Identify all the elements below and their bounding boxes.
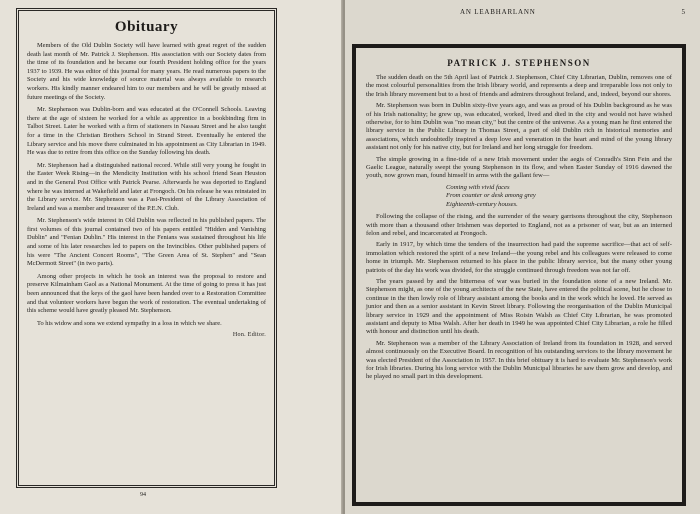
left-page-number: 94 bbox=[140, 492, 146, 498]
obituary-frame bbox=[16, 8, 277, 488]
tribute-paragraph: Mr. Stephenson was a member of the Library Association of Ireland from its foundation in 1928, and served almost continuously on the Executive Board. In recognition of his outstanding services to the library movement he was elected President of the Association in 1957. In this brief obituary it is hard to evaluate Mr. Stephenson's work for Irish libraries. During his long service with the Dublin Municipal libraries he saw them grow and develop, and he played no small part in this development. bbox=[366, 339, 672, 381]
tribute-paragraph: The years passed by and the bitterness of war was buried in the foundation stone of a new Ireland. Mr. Stephenson might, as one of the young architects of the new State, have entered the political scene, but he chose to continue in the then lowly role of library assistant among the books and in the work which he loved. He served as junior and then as a senior assistant in Kevin Street library. Following the reorganisation of the Dublin Municipal library service in 1929 and the appointment of Miss Roisin Walsh as Chief City Librarian, he was promoted assistant and deputy to Miss Walsh. After her death in 1949 he was appointed Chief City Librarian, a role he filled with honour and distinction until his death. bbox=[366, 277, 672, 336]
obituary-paragraph: Members of the Old Dublin Society will have learned with great regret of the sudden death last month of Mr. Patrick J. Stephenson. His association with our Society dates from the time of its foundation and he became our fourth President holding office for the years 1937 to 1939. He was editor of this journal for many years. He read numerous papers to the Society and his wide knowledge of source material was always available to research workers. His kindly manner endeared him to our members and he will be greatly missed at future meetings of the Society. bbox=[27, 42, 266, 101]
obituary-paragraph: To his widow and sons we extend sympathy in a loss in which we share. bbox=[37, 319, 222, 327]
poem-line: Coming with vivid faces bbox=[446, 183, 510, 191]
poem-line: From counter or desk among grey bbox=[446, 192, 536, 200]
obituary-paragraph: Mr. Stephenson was Dublin-born and was educated at the O'Connell Schools. Leaving there at the age of sixteen he worked for a while as apprentice in a bookbinding firm in Talbot Street. Later he worked with a firm of stationers in Nassau Street and he also taught for a time in the Christian Brothers School in Strand Street. Eventually he entered the Library service and his move there culminated in his appointment as City Librarian in 1949. He was due to retire from this office on the Sunday following his death. bbox=[27, 106, 266, 157]
tribute-paragraph: The simple growing in a fine-tide of a new Irish movement under the aegis of Conradh's Sinn Fein and the Gaelic League, naturally swept the young Stephenson in its flow, and when Easter Sunday of 1916 dawned the youth, now grown man, found himself in arms with the gallant few— bbox=[366, 155, 672, 180]
right-page-number: 5 bbox=[681, 8, 685, 16]
tribute-paragraph: Following the collapse of the rising, and the surrender of the weary garrisons throughout the city, Stephenson with more than a thousand other Irishmen was deported to England, not as a prisoner of war, but as an interned felon and rebel, and incarcerated at Frongoch. bbox=[366, 213, 672, 237]
obituary-paragraph: Among other projects in which he took an interest was the proposal to restore and preserve Kilmainham Gaol as a National Monument. At the time of going to press it has just been announced that the keys of the gaol have been handed over to a Restoration Committee and that volunteer workers have begun the work of restoration. The eventual undertaking of this scheme would have greatly pleased Mr. Stephenson. bbox=[27, 272, 266, 315]
tribute-paragraph: Mr. Stephenson was born in Dublin sixty-five years ago, and was as proud of his Dublin background as he was of his Irish nationality; he grew up, was educated, worked, lived and died in the city and would not have wished otherwise, for to him Dublin was "no mean city," but the centre of the universe. As a young man he first entered the library service in the Public Library in Thomas Street, a part of old Dublin rich in historical memories and associations, which undoubtedly inspired a deep love and veneration in the heart and mind of the young library assistant not only for his native city, but for Ireland and her long struggle for freedom. bbox=[366, 102, 672, 152]
tribute-frame bbox=[352, 44, 686, 506]
editor-signature: Hon. Editor. bbox=[232, 332, 266, 339]
obituary-paragraph: Mr. Stephenson's wide interest in Old Dublin was reflected in his published papers. The first volumes of this journal contained two of his papers entitled "Hidden and Vanishing Dublin" and "Fenian Dublin." His interest in the Fenians was sustained throughout his life and some of his later researches led to papers on the Invincibles. Other published papers of his were "The Ancient Concert Rooms", "The Green Area of St. Stephen" and "Sean McDermott Street" (in two parts). bbox=[27, 217, 266, 268]
tribute-heading: PATRICK J. STEPHENSON bbox=[447, 58, 591, 68]
obituary-paragraph: Mr. Stephenson had a distinguished national record. While still very young he fought in the Easter Week Rising—in the Mendicity Institution with his school friend Sean Heuston and in the General Post Office with Patrick Pearse. Afterwards he was deported to England where he was interned at Wakefield and later at Frongoch. On his release he was reinstated in the Library service. Mr. Stephenson was a Past-President of the Library Association of Ireland and was a member and treasurer of the P.E.N. Club. bbox=[27, 161, 266, 212]
obituary-heading: Obituary bbox=[114, 19, 179, 35]
running-head: AN LEABHARLANN bbox=[460, 8, 536, 16]
tribute-paragraph: The sudden death on the 5th April last of Patrick J. Stephenson, Chief City Librarian, Dublin, removes one of the most colourful personalities from the Irish library world, and represents a deep and irreparable loss not only to the Irish library movement but to a host of friends and admirers throughout Ireland, and, indeed, beyond our shores. bbox=[366, 74, 672, 98]
poem-quote bbox=[366, 184, 672, 209]
poem-line: Eighteenth-century houses. bbox=[446, 200, 518, 208]
tribute-paragraph: Early in 1917, by which time the tenders of the insurrection had paid the supreme sacrifice—that act of self-immolation which restored the spirit of a new Ireland—the young rebel and his colleagues were released to come home in triumph. Mr. Stephenson returned to his place in the public library service, but the many other young patriots of the day his work was divided, for the struggle continued through freedom was not far off. bbox=[366, 241, 672, 274]
right-page-header bbox=[395, 8, 685, 22]
